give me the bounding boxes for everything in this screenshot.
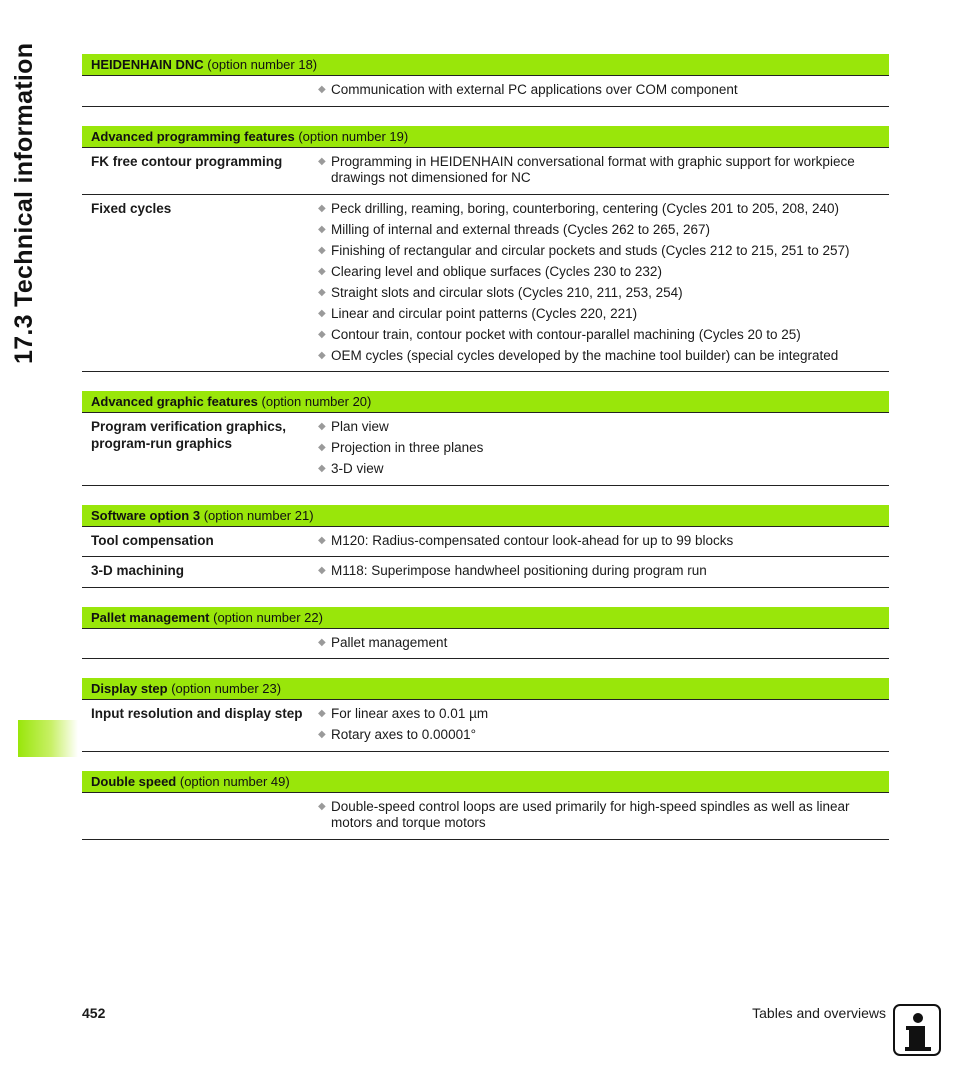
feature-list xyxy=(318,799,889,832)
feature-label: Program verification graphics, program-run graphics xyxy=(91,419,287,451)
diamond-bullet-icon: ◆ xyxy=(318,565,326,576)
list-item-text: Communication with external PC applications over COM component xyxy=(331,82,738,97)
feature-label: FK free contour programming xyxy=(91,153,283,169)
list-item-text: 3-D view xyxy=(331,461,384,476)
option-section xyxy=(82,391,889,486)
diamond-bullet-icon: ◆ xyxy=(318,223,326,235)
diamond-bullet-icon: ◆ xyxy=(318,286,326,298)
list-item-text: Milling of internal and external threads (Cycles 262 to 265, 267) xyxy=(331,221,710,237)
feature-label: 3-D machining xyxy=(91,563,185,578)
section-header xyxy=(82,126,889,147)
list-item xyxy=(318,461,889,478)
option-section xyxy=(82,678,889,752)
list-item xyxy=(318,727,889,744)
list-item xyxy=(318,635,889,652)
diamond-bullet-icon: ◆ xyxy=(318,265,326,277)
feature-label: Input resolution and display step xyxy=(91,706,303,721)
list-item-text: Finishing of rectangular and circular pockets and studs (Cycles 212 to 215, 251 to 257) xyxy=(331,242,850,258)
list-item xyxy=(318,285,889,302)
chapter-tab-marker xyxy=(18,720,78,757)
list-item-text: OEM cycles (special cycles developed by the machine tool builder) can be integrated xyxy=(331,347,839,363)
list-item xyxy=(318,154,889,187)
option-section xyxy=(82,126,889,373)
list-item xyxy=(318,82,889,99)
list-item xyxy=(318,348,889,365)
feature-row xyxy=(82,195,889,373)
option-section xyxy=(82,771,889,840)
section-header xyxy=(82,54,889,75)
option-section xyxy=(82,505,889,588)
feature-row xyxy=(82,792,889,840)
section-title: Double speed xyxy=(91,773,177,789)
list-item xyxy=(318,264,889,281)
diamond-bullet-icon: ◆ xyxy=(318,421,326,432)
list-item-text: Peck drilling, reaming, boring, counterboring, centering (Cycles 201 to 205, 208, 240) xyxy=(331,200,840,216)
feature-row xyxy=(82,699,889,752)
option-section xyxy=(82,607,889,660)
section-title: Advanced programming features xyxy=(91,128,295,144)
feature-list xyxy=(318,82,889,99)
feature-row xyxy=(82,147,889,195)
section-title: Display step xyxy=(91,681,168,696)
feature-row xyxy=(82,412,889,486)
list-item-text: Contour train, contour pocket with contour-parallel machining (Cycles 20 to 25) xyxy=(331,326,801,342)
diamond-bullet-icon: ◆ xyxy=(318,349,326,361)
section-header xyxy=(82,678,889,699)
list-item-text: Plan view xyxy=(331,419,389,434)
feature-row xyxy=(82,526,889,558)
list-item xyxy=(318,306,889,323)
diamond-bullet-icon: ◆ xyxy=(318,442,326,453)
diamond-bullet-icon: ◆ xyxy=(318,800,326,812)
diamond-bullet-icon: ◆ xyxy=(318,708,326,719)
list-item-text: Pallet management xyxy=(331,634,448,650)
list-item xyxy=(318,222,889,239)
list-item-text: Programming in HEIDENHAIN conversational format with graphic support for workpiece drawings not dimensioned for NC xyxy=(331,153,855,185)
section-option-number: (option number 22) xyxy=(213,609,323,625)
list-item-text: Clearing level and oblique surfaces (Cycles 230 to 232) xyxy=(331,263,662,279)
feature-label xyxy=(82,799,318,832)
list-item-text: Linear and circular point patterns (Cycles 220, 221) xyxy=(331,305,638,321)
section-header xyxy=(82,391,889,412)
feature-label: Fixed cycles xyxy=(91,200,172,216)
list-item xyxy=(318,201,889,218)
feature-row xyxy=(82,557,889,588)
diamond-bullet-icon: ◆ xyxy=(318,328,326,340)
option-section xyxy=(82,54,889,107)
list-item-text: M120: Radius-compensated contour look-ahead for up to 99 blocks xyxy=(331,532,734,548)
diamond-bullet-icon: ◆ xyxy=(318,463,326,474)
section-title: HEIDENHAIN DNC xyxy=(91,57,204,72)
feature-list xyxy=(318,563,889,580)
section-header xyxy=(82,505,889,526)
section-option-number: (option number 23) xyxy=(171,681,282,696)
feature-label xyxy=(82,635,318,652)
diamond-bullet-icon: ◆ xyxy=(318,202,326,214)
side-chapter-title-text: 17.3 Technical information xyxy=(10,42,38,364)
diamond-bullet-icon: ◆ xyxy=(318,307,326,319)
list-item-text: Double-speed control loops are used primarily for high-speed spindles as well as linear motors and torque motors xyxy=(331,798,850,830)
section-option-number: (option number 20) xyxy=(261,394,372,409)
section-option-number: (option number 49) xyxy=(179,773,290,789)
feature-list xyxy=(318,154,889,187)
section-option-number: (option number 21) xyxy=(203,507,314,523)
section-option-number: (option number 19) xyxy=(298,128,409,144)
section-title: Pallet management xyxy=(91,609,210,625)
list-item xyxy=(318,243,889,260)
section-header xyxy=(82,771,889,792)
diamond-bullet-icon: ◆ xyxy=(318,84,326,95)
feature-list xyxy=(318,533,889,550)
list-item xyxy=(318,533,889,550)
list-item-text: For linear axes to 0.01 µm xyxy=(331,706,489,721)
section-title: Advanced graphic features xyxy=(91,394,258,409)
diamond-bullet-icon: ◆ xyxy=(318,534,326,546)
list-item xyxy=(318,706,889,723)
list-item-text: Projection in three planes xyxy=(331,440,484,455)
feature-row xyxy=(82,75,889,107)
diamond-bullet-icon: ◆ xyxy=(318,729,326,740)
feature-label xyxy=(82,82,318,99)
list-item xyxy=(318,440,889,457)
diamond-bullet-icon: ◆ xyxy=(318,244,326,256)
list-item xyxy=(318,799,889,832)
list-item-text: Rotary axes to 0.00001° xyxy=(331,727,476,742)
list-item-text: Straight slots and circular slots (Cycles 210, 211, 253, 254) xyxy=(331,284,683,300)
list-item xyxy=(318,563,889,580)
options-table xyxy=(82,54,889,859)
feature-row xyxy=(82,628,889,660)
chapter-footer-title: Tables and overviews xyxy=(752,1005,886,1021)
info-icon xyxy=(893,1004,941,1056)
list-item xyxy=(318,327,889,344)
section-header xyxy=(82,607,889,628)
list-item xyxy=(318,419,889,436)
diamond-bullet-icon: ◆ xyxy=(318,636,326,648)
page-number: 452 xyxy=(82,1005,106,1021)
section-title: Software option 3 xyxy=(91,507,201,523)
feature-list xyxy=(318,419,889,478)
feature-list xyxy=(318,201,889,365)
list-item-text: M118: Superimpose handwheel positioning during program run xyxy=(331,563,707,578)
diamond-bullet-icon: ◆ xyxy=(318,155,326,167)
feature-list xyxy=(318,635,889,652)
section-option-number: (option number 18) xyxy=(207,57,318,72)
feature-list xyxy=(318,706,889,744)
feature-label: Tool compensation xyxy=(91,532,214,548)
